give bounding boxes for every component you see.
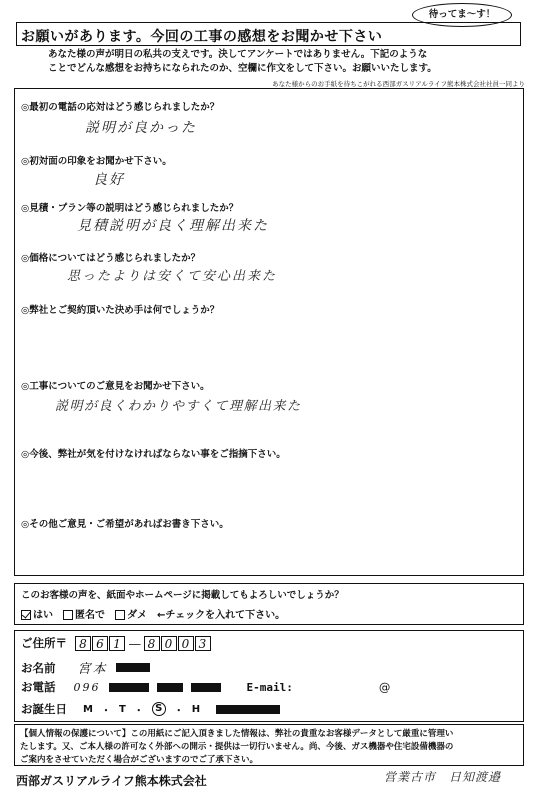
staff-handwritten-signature: 営業古市 日知渡邉 bbox=[384, 770, 502, 784]
consent-option-anonymous[interactable] bbox=[63, 606, 105, 621]
redaction-bar bbox=[216, 705, 280, 714]
question-6-label: ◎工事についてのご意見をお聞かせ下さい。 bbox=[21, 381, 210, 392]
redaction-bar bbox=[109, 683, 149, 692]
consent-question: このお客様の声を、紙面やホームページに掲載してもよろしいでしょうか？ bbox=[21, 590, 344, 601]
email-label: E-mail: bbox=[246, 680, 293, 694]
zip-digit: 8 bbox=[144, 636, 160, 651]
question-2-label: ◎初対面の印象をお聞かせ下さい。 bbox=[21, 156, 172, 167]
zip-digit: 1 bbox=[109, 636, 125, 651]
era-t[interactable]: T bbox=[118, 703, 126, 715]
zip-digit: 0 bbox=[161, 636, 177, 651]
era-separator: ・ bbox=[173, 705, 184, 717]
question-4-label: ◎価格についてはどう感じられましたか？ bbox=[21, 253, 201, 264]
company-name: 西部ガスリアルライフ熊本株式会社 bbox=[16, 774, 207, 788]
question-1-answer[interactable]: 説明が良かった bbox=[85, 120, 197, 136]
question-8-label: ◎その他ご意見・ご希望があればお書き下さい。 bbox=[21, 519, 229, 530]
name-row bbox=[21, 658, 150, 677]
checkbox-icon[interactable] bbox=[115, 610, 125, 620]
consent-option-anonymous-label: 匿名で bbox=[75, 610, 105, 621]
zip-digit: 6 bbox=[92, 636, 108, 651]
address-row bbox=[21, 635, 212, 651]
consent-option-yes[interactable] bbox=[21, 606, 53, 621]
speech-bubble: 待ってま～す！ bbox=[412, 3, 512, 27]
customer-info-section bbox=[14, 630, 524, 722]
redaction-bar bbox=[116, 663, 150, 672]
intro-line-1: あなた様の声が明日の私共の支えです。決してアンケートではありません。下記のような bbox=[48, 49, 428, 60]
privacy-line-3: ご案内をさせていただく場合がございますのでご了承下さい。 bbox=[20, 755, 259, 765]
address-label: ご住所〒 bbox=[21, 636, 67, 650]
question-6-answer[interactable]: 説明が良くわかりやすくて理解出来た bbox=[55, 399, 302, 414]
era-m[interactable]: M bbox=[83, 703, 93, 715]
publish-consent-section bbox=[14, 583, 524, 625]
name-field[interactable]: 宮本 bbox=[77, 662, 108, 677]
privacy-notice bbox=[14, 724, 524, 766]
era-h[interactable]: H bbox=[191, 703, 201, 715]
question-7-label: ◎今後、弊社が気を付けなければならない事をご指摘下さい。 bbox=[21, 449, 286, 460]
consent-instruction: ←チェックを入れて下さい。 bbox=[157, 610, 286, 621]
birthday-row bbox=[21, 701, 280, 717]
consent-options bbox=[21, 606, 517, 621]
email-at-sign[interactable]: @ bbox=[378, 680, 391, 694]
checkbox-checked-icon[interactable] bbox=[21, 610, 31, 620]
phone-row bbox=[21, 679, 390, 695]
question-2-answer[interactable]: 良好 bbox=[93, 172, 125, 188]
checkbox-icon[interactable] bbox=[63, 610, 73, 620]
redaction-bar bbox=[191, 683, 221, 692]
consent-option-yes-label: はい bbox=[33, 610, 53, 621]
consent-option-no[interactable] bbox=[115, 606, 147, 621]
zip-digit: 0 bbox=[178, 636, 194, 651]
zip-code-field[interactable]: 8 6 1 ― 8 0 0 3 bbox=[75, 636, 212, 651]
redaction-bar bbox=[157, 683, 183, 692]
zip-digit: 8 bbox=[75, 636, 91, 651]
staff-signature-line: あなた様からのお手紙を待ちこがれる西部ガスリアルライフ熊本株式会社社員一同より bbox=[272, 80, 525, 88]
question-3-label: ◎見積・プラン等の説明はどう感じられましたか？ bbox=[21, 203, 239, 214]
page-title: お願いがあります。今回の工事の感想をお聞かせ下さい bbox=[16, 22, 521, 46]
intro-text bbox=[48, 48, 528, 76]
birthday-label: お誕生日 bbox=[21, 702, 67, 716]
question-3-answer[interactable]: 見積説明が良く理解出来た bbox=[77, 218, 269, 234]
question-4-answer[interactable]: 思ったよりは安くて安心出来た bbox=[67, 269, 278, 284]
era-separator: ・ bbox=[133, 705, 144, 717]
consent-option-no-label: ダメ bbox=[127, 610, 147, 621]
era-s-selected[interactable]: S bbox=[152, 702, 166, 716]
question-5-label: ◎弊社とご契約頂いた決め手は何でしょうか？ bbox=[21, 305, 220, 316]
name-label: お名前 bbox=[21, 660, 56, 675]
zip-digit: 3 bbox=[195, 636, 211, 651]
phone-field[interactable]: 096 bbox=[73, 680, 101, 694]
privacy-line-1: 【個人情報の保護について】この用紙にご記入頂きました情報は、弊社の貴重なお客様データとして厳重に管理い bbox=[20, 729, 454, 739]
privacy-line-2: たします。又、ご本人様の許可なく外部への開示・提供は一切行いません。尚、今後、ガス機器や住宅設備機器の bbox=[20, 742, 454, 752]
phone-label: お電話 bbox=[21, 680, 56, 694]
intro-line-2: ことでどんな感想をお持ちになられたのか、空欄に作文をして下さい。お願いいたします。 bbox=[48, 63, 437, 74]
era-separator: ・ bbox=[100, 705, 111, 717]
questions-section bbox=[14, 88, 524, 576]
question-1-label: ◎最初の電話の応対はどう感じられましたか？ bbox=[21, 102, 220, 113]
